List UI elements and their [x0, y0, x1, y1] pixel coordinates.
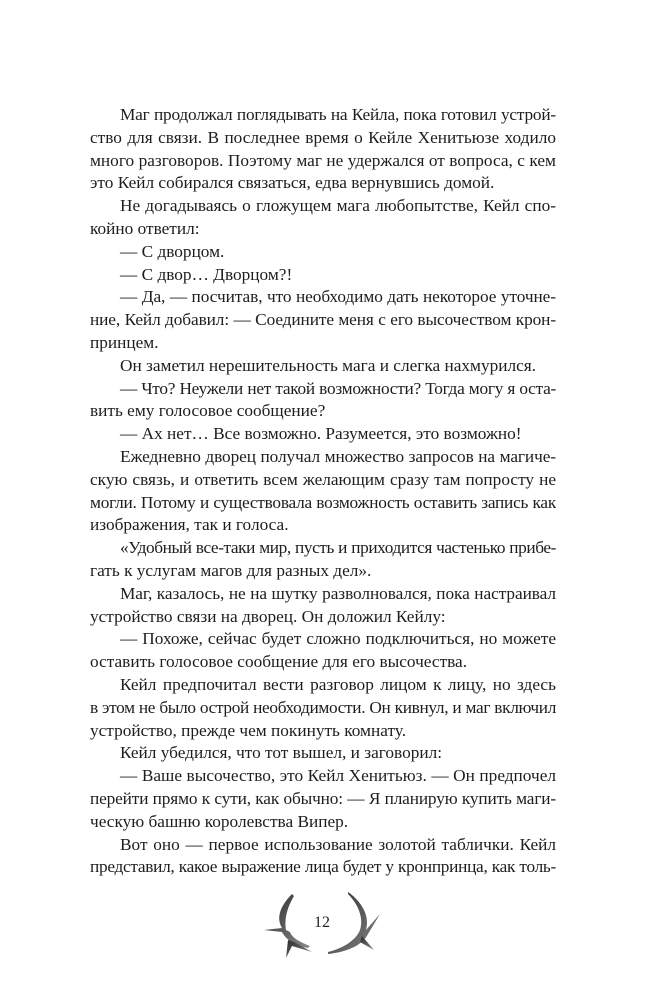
page-footer	[262, 888, 382, 968]
paragraph-first-line: Ежедневно дворец получал множество запросов на магиче-	[120, 446, 556, 466]
text-line: вить ему голосовое сообщение?	[90, 401, 326, 421]
text-line: принцем.	[90, 332, 159, 352]
paragraph-first-line: — С дворцом.	[120, 241, 225, 261]
paragraph-first-line: — С двор… Дворцом?!	[120, 264, 293, 284]
paragraph-first-line: Кейл убедился, что тот вышел, и заговорил:	[120, 743, 443, 763]
paragraph-first-line: — Что? Неужели нет такой возможности? Тогда могу я оста-	[120, 378, 556, 398]
text-line: это Кейл собирался связаться, едва вернувшись домой.	[90, 173, 495, 193]
right-thorn-spike	[360, 936, 374, 950]
text-line: представил, какое выражение лица будет у кронпринца, как толь-	[90, 857, 556, 877]
text-line: в этом не было острой необходимости. Он кивнул, и маг включил	[90, 697, 556, 717]
text-line: могли. Потому и существовала возможность оставить запись как	[90, 492, 556, 512]
text-line: скую связь, и ответить всем желающим сразу там попросту не	[90, 469, 556, 489]
text-line: устройство, прежде чем покинуть комнату.	[90, 720, 407, 740]
text-line: оставить голосовое сообщение для его высочества.	[90, 652, 468, 672]
text-line: ческую башню королевства Випер.	[90, 811, 349, 831]
paragraph-first-line: Маг, казалось, не на шутку разволновался, пока настраивал	[120, 583, 556, 603]
text-line: устройство связи на дворец. Он доложил Кейлу:	[90, 606, 446, 626]
paragraph-first-line: Маг продолжал поглядывать на Кейла, пока готовил устрой-	[120, 105, 556, 124]
text-line: перейти прямо к сути, как обычно: — Я планирую купить маги-	[90, 788, 556, 808]
paragraph-first-line: — Ах нет… Все возможно. Разумеется, это возможно!	[120, 424, 522, 444]
paragraph-first-line: Не догадываясь о гложущем мага любопытстве, Кейл спо-	[120, 196, 556, 216]
text-line: изображения, так и голоса.	[90, 515, 289, 535]
paragraph-first-line: Он заметил нерешительность мага и слегка нахмурился.	[120, 355, 537, 375]
paragraph-first-line: — Да, — посчитав, что необходимо дать некоторое уточне-	[120, 287, 556, 307]
paragraph-first-line: — Ваше высочество, это Кейл Хенитьюз. — Он предпочел	[120, 766, 556, 786]
text-line: койно ответил:	[90, 218, 200, 238]
paragraph-first-line: Кейл предпочитал вести разговор лицом к лицу, но здесь	[120, 674, 556, 694]
paragraph-first-line: — Похоже, сейчас будет сложно подключиться, но можете	[120, 629, 556, 649]
body-text	[90, 104, 556, 879]
paragraph-first-line: «Удобный все-таки мир, пусть и приходится частенько прибе-	[120, 538, 556, 558]
text-line: ство для связи. В последнее время о Кейле Хенитьюзе ходило	[90, 127, 556, 147]
text-line: много разговоров. Поэтому маг не удержался от вопроса, с кем	[90, 150, 556, 170]
text-line: гать к услугам магов для разных дел».	[90, 560, 372, 580]
paragraph-first-line: Вот оно — первое использование золотой таблички. Кейл	[120, 834, 556, 854]
page-number: 12	[314, 914, 330, 931]
text-line: ние, Кейл добавил: — Соедините меня с его высочеством крон-	[90, 310, 556, 330]
